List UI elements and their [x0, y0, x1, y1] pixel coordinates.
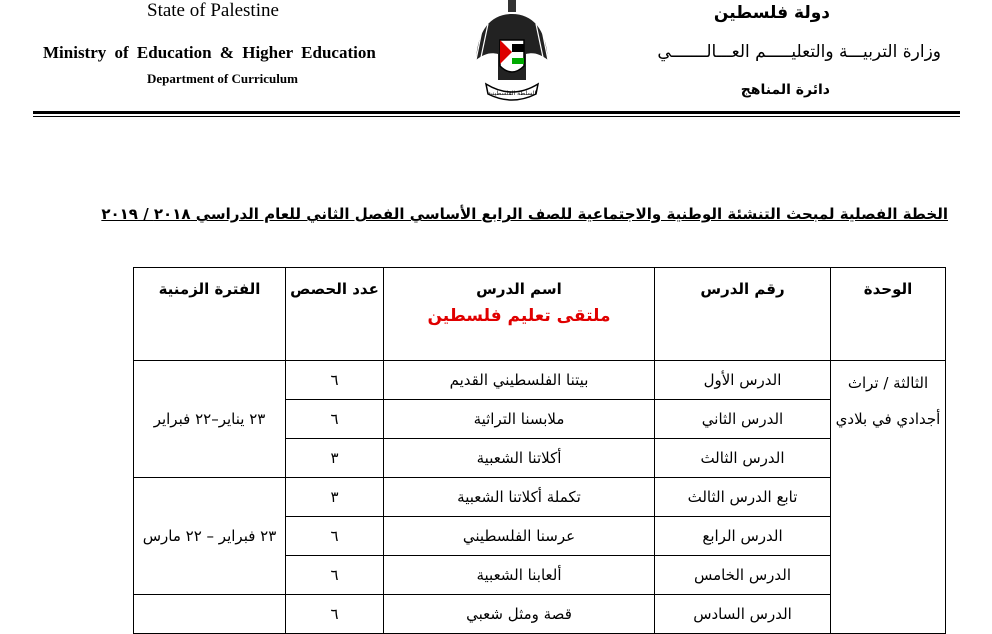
lesson-no-cell: الدرس الأول — [655, 361, 831, 400]
lesson-name-cell: ألعابنا الشعبية — [384, 556, 655, 595]
watermark-note: ملتقى تعليم فلسطين — [427, 306, 611, 326]
lesson-name-cell: ملابسنا التراثية — [384, 400, 655, 439]
period-cell-1: ٢٣ يناير–٢٢ فبراير — [134, 361, 286, 478]
lesson-name-cell: قصة ومثل شعبي — [384, 595, 655, 634]
table-row — [134, 478, 946, 517]
en-ministry-title: Ministry of Education & Higher Education — [43, 43, 376, 62]
period-cell-2: ٢٣ فبراير – ٢٢ مارس — [134, 478, 286, 595]
sessions-cell: ٦ — [286, 361, 384, 400]
lesson-name-cell: تكملة أكلاتنا الشعبية — [384, 478, 655, 517]
lesson-no-cell: الدرس السادس — [655, 595, 831, 634]
col-lesson-name-header — [384, 268, 655, 361]
sessions-cell: ٦ — [286, 517, 384, 556]
eagle-emblem-icon — [472, 0, 552, 106]
sessions-cell: ٦ — [286, 556, 384, 595]
col-lesson-name-label: اسم الدرس — [476, 280, 562, 298]
lesson-no-cell: الدرس الثالث — [655, 439, 831, 478]
lesson-name-cell: بيتنا الفلسطيني القديم — [384, 361, 655, 400]
ar-department-title: دائرة المناهج — [740, 82, 830, 98]
en-department-title: Department of Curriculum — [147, 71, 298, 86]
table-header-row — [134, 268, 946, 361]
lesson-no-cell: الدرس الخامس — [655, 556, 831, 595]
ar-ministry-title: وزارة التربيـــة والتعليـــــم العـــالـــــــي — [657, 42, 941, 62]
col-period-header: الفترة الزمنية — [134, 268, 286, 361]
emblem-text: السلطة الفلسطينية — [487, 90, 537, 97]
sessions-cell: ٦ — [286, 400, 384, 439]
col-sessions-header: عدد الحصص — [286, 268, 384, 361]
header-divider-thin — [33, 116, 960, 117]
table-row — [134, 361, 946, 400]
period-cell-3 — [134, 595, 286, 634]
lesson-name-cell: عرسنا الفلسطيني — [384, 517, 655, 556]
en-state-title: State of Palestine — [147, 0, 279, 21]
header-divider-thick — [33, 111, 960, 114]
ar-state-title: دولة فلسطين — [713, 3, 830, 23]
lesson-no-cell: تابع الدرس الثالث — [655, 478, 831, 517]
unit-cell: الثالثة / تراث أجدادي في بلادي — [831, 361, 946, 634]
plan-table — [133, 267, 946, 634]
sessions-cell: ٣ — [286, 439, 384, 478]
lesson-no-cell: الدرس الرابع — [655, 517, 831, 556]
sessions-cell: ٦ — [286, 595, 384, 634]
col-lesson-no-header: رقم الدرس — [655, 268, 831, 361]
sessions-cell: ٣ — [286, 478, 384, 517]
table-row — [134, 595, 946, 634]
col-unit-header: الوحدة — [831, 268, 946, 361]
lesson-no-cell: الدرس الثاني — [655, 400, 831, 439]
lesson-name-cell: أكلاتنا الشعبية — [384, 439, 655, 478]
page-heading: الخطة الفصلية لمبحث التنشئة الوطنية والاجتماعية للصف الرابع الأساسي الفصل الثاني للعام الدراسي ٢٠١٨ / ٢٠١٩ — [101, 205, 948, 223]
